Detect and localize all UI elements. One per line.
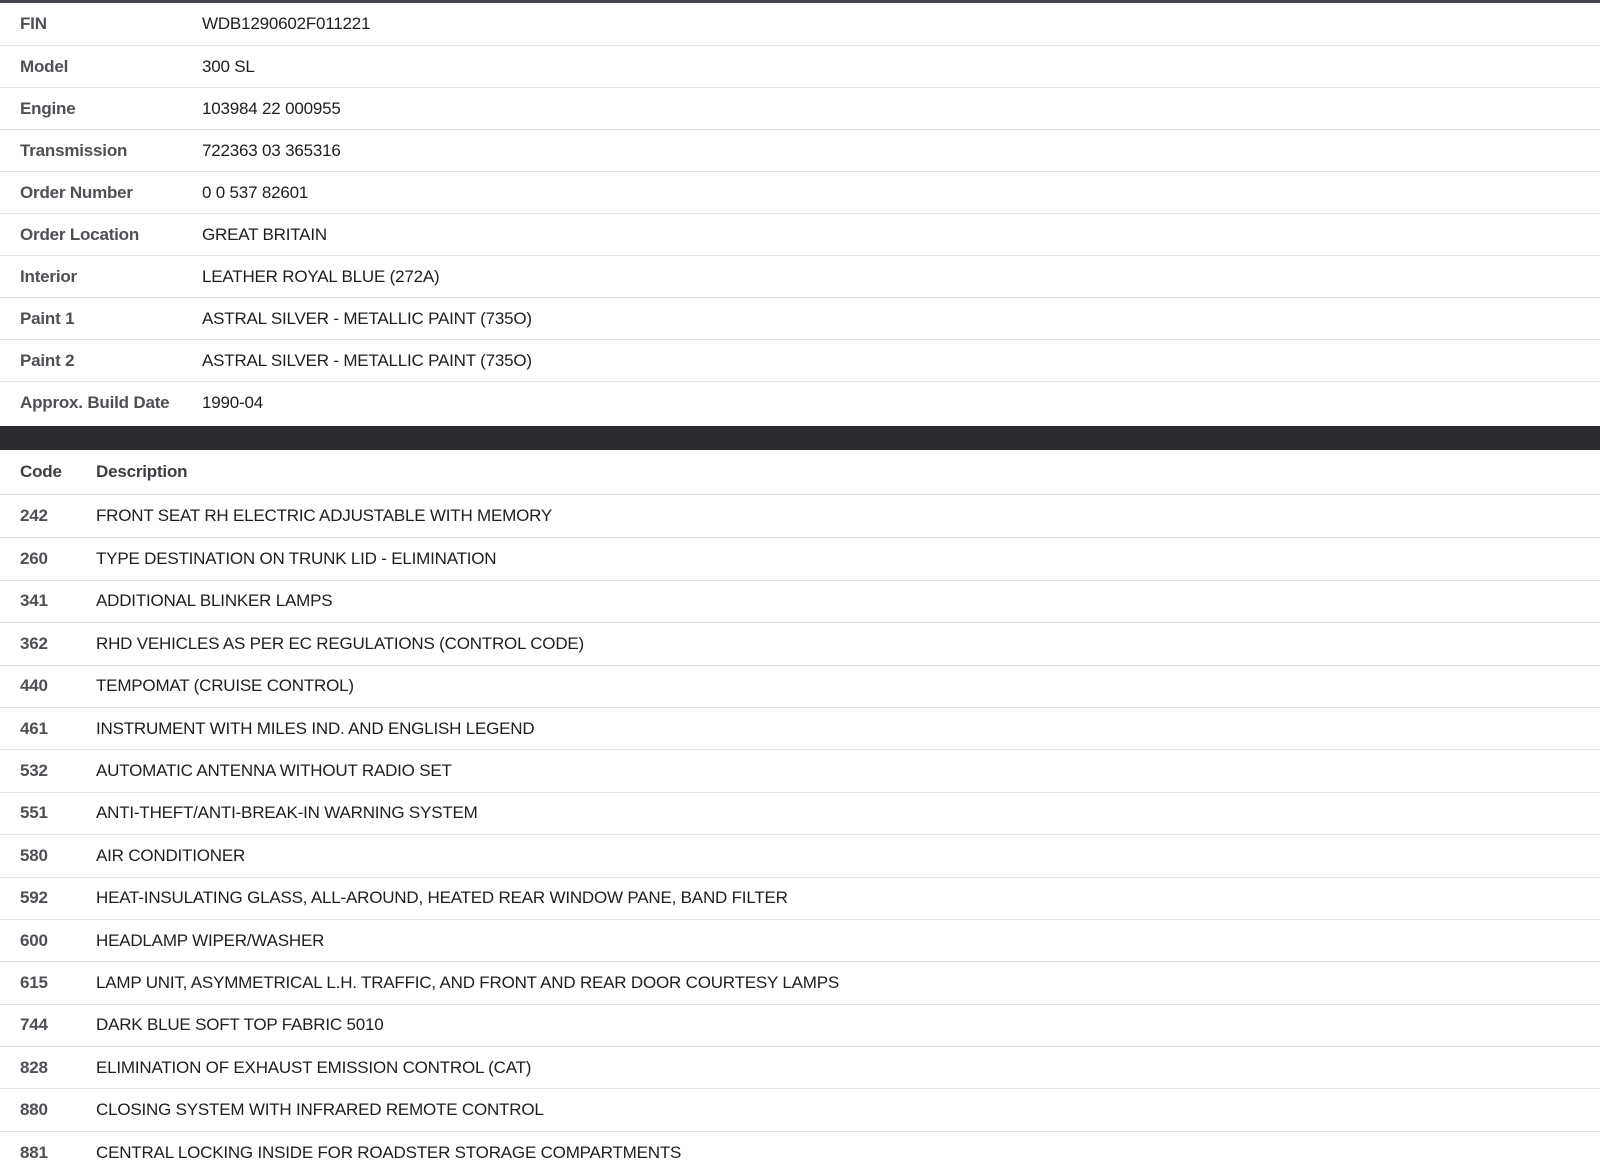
- codes-rows: [0, 495, 1600, 1173]
- info-label: Approx. Build Date: [20, 392, 170, 412]
- table-row: [0, 537, 1600, 579]
- code-cell: 461: [20, 718, 48, 738]
- table-row: [0, 495, 1600, 537]
- info-label: FIN: [20, 14, 47, 33]
- description-cell: CENTRAL LOCKING INSIDE FOR ROADSTER STORAGE COMPARTMENTS: [96, 1142, 682, 1162]
- info-value: GREAT BRITAIN: [202, 224, 327, 244]
- code-cell: 532: [20, 761, 48, 781]
- description-cell: TYPE DESTINATION ON TRUNK LID - ELIMINATION: [96, 549, 497, 569]
- table-row: [0, 792, 1600, 834]
- table-row: [0, 665, 1600, 707]
- info-row: [0, 45, 1600, 87]
- info-value: 0 0 537 82601: [202, 182, 309, 202]
- section-header-bar: [0, 426, 1600, 450]
- info-row: [0, 3, 1600, 45]
- table-row: [0, 1131, 1600, 1173]
- info-row: [0, 297, 1600, 339]
- table-row: [0, 1004, 1600, 1046]
- info-value: 300 SL: [202, 56, 255, 76]
- vehicle-info-table: [0, 3, 1600, 423]
- info-value: WDB1290602F011221: [202, 14, 371, 33]
- table-row: [0, 580, 1600, 622]
- table-row: [0, 622, 1600, 664]
- description-cell: ADDITIONAL BLINKER LAMPS: [96, 591, 333, 611]
- table-row: [0, 707, 1600, 749]
- info-value: LEATHER ROYAL BLUE (272A): [202, 266, 440, 286]
- description-cell: AIR CONDITIONER: [96, 845, 246, 865]
- table-row: [0, 1088, 1600, 1130]
- info-row: [0, 171, 1600, 213]
- codes-table-header: [0, 450, 1600, 495]
- table-row: [0, 749, 1600, 791]
- info-label: Order Number: [20, 182, 133, 202]
- code-cell: 242: [20, 506, 48, 526]
- table-row: [0, 877, 1600, 919]
- info-row: [0, 87, 1600, 129]
- info-value: ASTRAL SILVER - METALLIC PAINT (735O): [202, 350, 532, 370]
- info-value: 722363 03 365316: [202, 140, 341, 160]
- info-row: [0, 339, 1600, 381]
- info-value: ASTRAL SILVER - METALLIC PAINT (735O): [202, 308, 532, 328]
- code-cell: 828: [20, 1057, 48, 1077]
- info-row: [0, 213, 1600, 255]
- table-row: [0, 919, 1600, 961]
- description-cell: INSTRUMENT WITH MILES IND. AND ENGLISH LEGEND: [96, 718, 535, 738]
- code-cell: 744: [20, 1015, 48, 1035]
- code-cell: 880: [20, 1100, 48, 1120]
- description-column-header: Description: [96, 462, 188, 481]
- description-cell: AUTOMATIC ANTENNA WITHOUT RADIO SET: [96, 761, 452, 781]
- info-label: Model: [20, 56, 69, 76]
- option-codes-table: [0, 450, 1600, 1173]
- description-cell: ELIMINATION OF EXHAUST EMISSION CONTROL (CAT): [96, 1057, 532, 1077]
- description-cell: DARK BLUE SOFT TOP FABRIC 5010: [96, 1015, 384, 1035]
- code-cell: 600: [20, 930, 48, 950]
- description-cell: TEMPOMAT (CRUISE CONTROL): [96, 676, 354, 696]
- code-cell: 440: [20, 676, 48, 696]
- info-label: Order Location: [20, 224, 140, 244]
- code-column-header: Code: [20, 462, 62, 481]
- description-cell: HEADLAMP WIPER/WASHER: [96, 930, 325, 950]
- description-cell: RHD VEHICLES AS PER EC REGULATIONS (CONTROL CODE): [96, 633, 585, 653]
- info-label: Interior: [20, 266, 77, 286]
- table-row: [0, 961, 1600, 1003]
- code-cell: 260: [20, 549, 48, 569]
- code-cell: 615: [20, 972, 48, 992]
- code-cell: 551: [20, 803, 48, 823]
- description-cell: HEAT-INSULATING GLASS, ALL-AROUND, HEATED REAR WINDOW PANE, BAND FILTER: [96, 888, 788, 908]
- code-cell: 341: [20, 591, 48, 611]
- info-row: [0, 129, 1600, 171]
- info-row: [0, 255, 1600, 297]
- info-row: [0, 381, 1600, 423]
- info-value: 103984 22 000955: [202, 98, 341, 118]
- table-row: [0, 1046, 1600, 1088]
- description-cell: ANTI-THEFT/ANTI-BREAK-IN WARNING SYSTEM: [96, 803, 478, 823]
- code-cell: 362: [20, 633, 48, 653]
- code-cell: 580: [20, 845, 48, 865]
- info-value: 1990-04: [202, 392, 263, 412]
- code-cell: 592: [20, 888, 48, 908]
- info-label: Paint 2: [20, 350, 75, 370]
- description-cell: FRONT SEAT RH ELECTRIC ADJUSTABLE WITH MEMORY: [96, 506, 553, 526]
- description-cell: CLOSING SYSTEM WITH INFRARED REMOTE CONTROL: [96, 1100, 544, 1120]
- table-row: [0, 834, 1600, 876]
- code-cell: 881: [20, 1142, 48, 1162]
- description-cell: LAMP UNIT, ASYMMETRICAL L.H. TRAFFIC, AND FRONT AND REAR DOOR COURTESY LAMPS: [96, 972, 840, 992]
- info-label: Paint 1: [20, 308, 75, 328]
- info-label: Transmission: [20, 140, 128, 160]
- info-label: Engine: [20, 98, 76, 118]
